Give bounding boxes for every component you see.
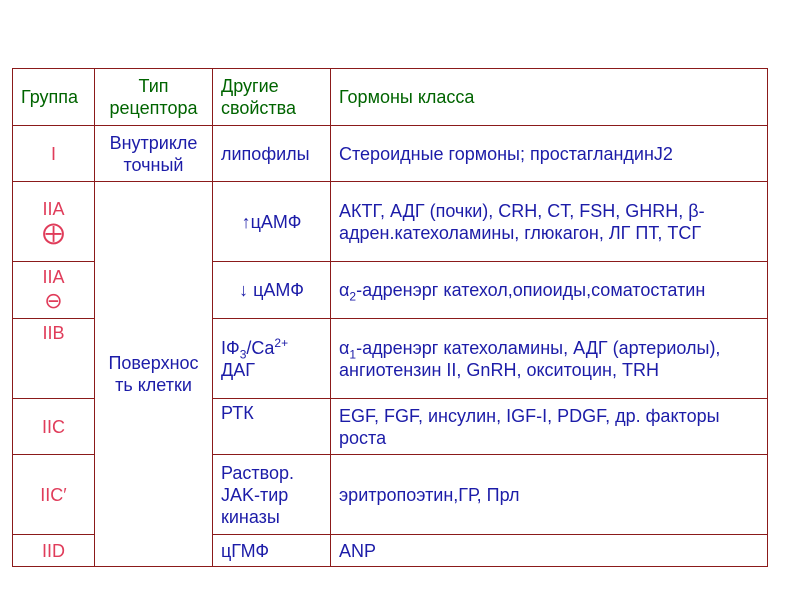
minus-circle-icon: ⊖ — [44, 288, 63, 313]
hormones-cell: ANP — [331, 535, 768, 567]
receptor-type-cell: Поверхнос ть клетки — [95, 182, 213, 567]
hormones-subscript: 1 — [349, 347, 357, 362]
group-label: IIA — [42, 267, 65, 287]
other-properties-cell: липофилы — [213, 126, 331, 182]
header-receptor-type: Тип рецептора — [95, 69, 213, 126]
table-row — [13, 126, 768, 182]
hormones-prefix: α — [339, 280, 350, 300]
group-cell: IIB — [13, 319, 95, 399]
arrow-down-icon: ↓ — [239, 280, 249, 300]
table-row — [13, 182, 768, 262]
other-properties-cell — [213, 262, 331, 319]
hormones-text: -адренэрг катехоламины, АДГ (артериолы), ангиотензин II, GnRH, окситоцин, TRH — [339, 337, 721, 380]
group-cell: IIC′ — [13, 455, 95, 535]
other-properties-cell — [213, 182, 331, 262]
other-mid: /Ca — [246, 337, 275, 358]
hormones-cell: АКТГ, АДГ (почки), CRH, CT, FSH, GHRH, β-адрен.катехоламины, глюкагон, ЛГ ПТ, ТСГ — [331, 182, 768, 262]
receptor-type-cell: Внутрикле точный — [95, 126, 213, 182]
hormones-cell — [331, 319, 768, 399]
group-cell — [13, 262, 95, 319]
group-label: IIA — [42, 198, 65, 219]
other-subscript: 3 — [239, 347, 247, 362]
group-cell: IID — [13, 535, 95, 567]
other-properties-cell: Раствор. JAK-тир киназы — [213, 455, 331, 535]
header-hormones: Гормоны класса — [331, 69, 768, 126]
group-cell: IIC — [13, 399, 95, 455]
other-superscript: 2+ — [274, 335, 289, 350]
other-properties-text: цАМФ — [250, 211, 302, 232]
header-group: Группа — [13, 69, 95, 126]
other-properties-cell — [213, 319, 331, 399]
other-properties-cell: РТК — [213, 399, 331, 455]
other-rest: ДАГ — [221, 359, 255, 380]
hormone-classes-table — [12, 68, 768, 567]
hormones-subscript: 2 — [349, 289, 357, 304]
plus-circle-icon: ⨁ — [42, 219, 65, 245]
table-header-row — [13, 69, 768, 126]
arrow-up-icon: ↑ — [241, 211, 251, 232]
hormones-cell — [331, 262, 768, 319]
group-cell: I — [13, 126, 95, 182]
other-prefix: IФ — [221, 337, 240, 358]
hormones-cell: Стероидные гормоны; простагландинJ2 — [331, 126, 768, 182]
other-properties-cell: цГМФ — [213, 535, 331, 567]
hormones-cell: EGF, FGF, инсулин, IGF-I, PDGF, др. факторы роста — [331, 399, 768, 455]
hormones-cell: эритропоэтин,ГР, Прл — [331, 455, 768, 535]
hormones-text: -адренэрг катехол,опиоиды,соматостатин — [356, 280, 706, 300]
other-properties-text: цАМФ — [248, 280, 304, 300]
hormones-prefix: α — [339, 337, 350, 358]
group-cell — [13, 182, 95, 262]
header-other-properties: Другие свойства — [213, 69, 331, 126]
